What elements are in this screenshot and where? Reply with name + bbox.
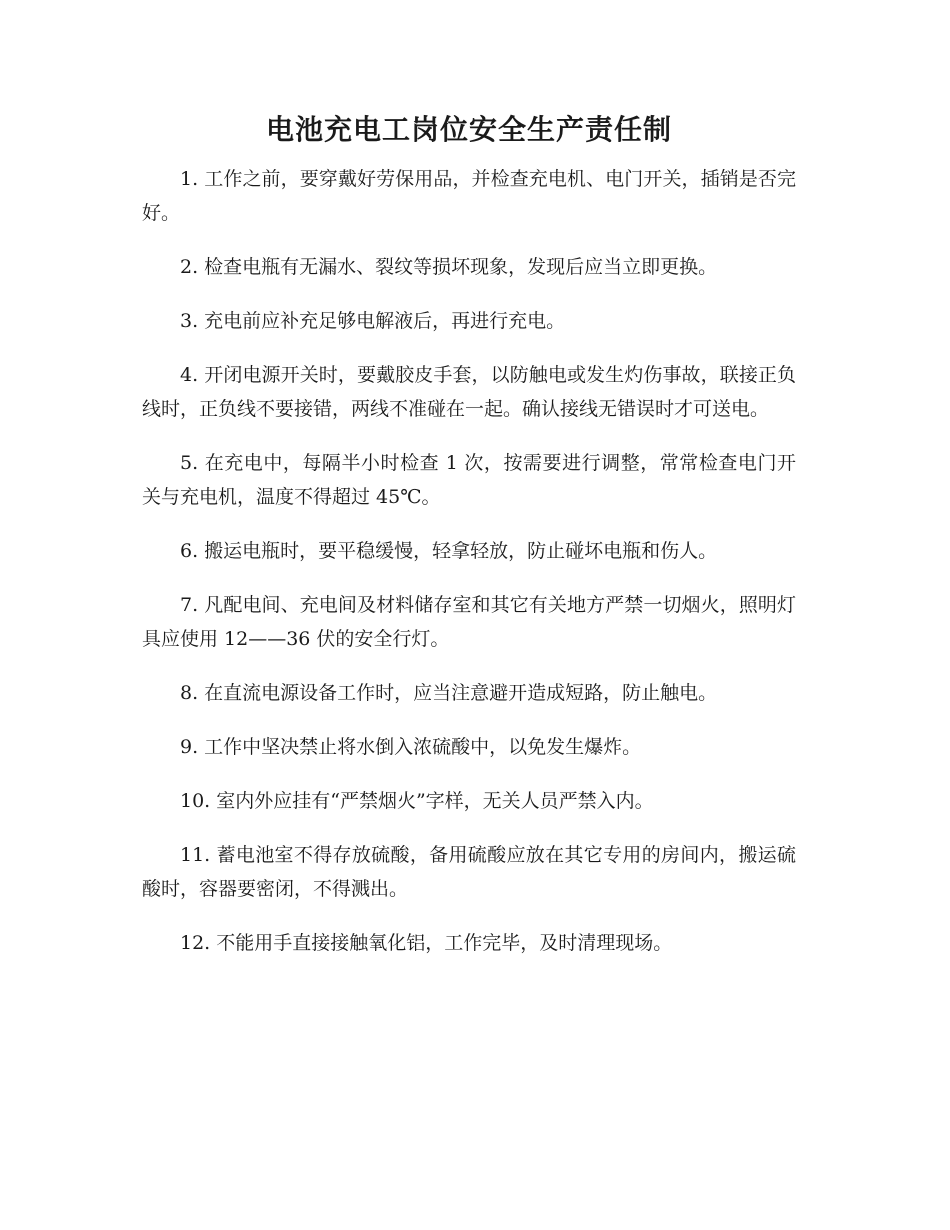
- regulation-item-8: 8. 在直流电源设备工作时，应当注意避开造成短路，防止触电。: [180, 682, 718, 704]
- regulation-list: [142, 162, 796, 960]
- document-page: [142, 104, 796, 980]
- regulation-item-1: 1. 工作之前，要穿戴好劳保用品，并检查充电机、电门开关，插销是否完好。: [142, 168, 796, 224]
- regulation-item-6: 6. 搬运电瓶时，要平稳缓慢，轻拿轻放，防止碰坏电瓶和伤人。: [180, 540, 718, 562]
- document-title: 电池充电工岗位安全生产责任制: [265, 113, 672, 146]
- regulation-item-2: 2. 检查电瓶有无漏水、裂纹等损坏现象，发现后应当立即更换。: [180, 256, 718, 278]
- regulation-item-3: 3. 充电前应补充足够电解液后，再进行充电。: [180, 310, 566, 332]
- regulation-item-5: 5. 在充电中，每隔半小时检查 1 次，按需要进行调整，常常检查电门开关与充电机，温度不得超过 45℃。: [142, 452, 796, 508]
- regulation-item-11: 11. 蓄电池室不得存放硫酸，备用硫酸应放在其它专用的房间内，搬运硫酸时，容器要密闭，不得溅出。: [142, 844, 796, 900]
- regulation-item-12: 12. 不能用手直接接触氧化铝，工作完毕，及时清理现场。: [180, 932, 673, 954]
- regulation-item-9: 9. 工作中坚决禁止将水倒入浓硫酸中，以免发生爆炸。: [180, 736, 642, 758]
- regulation-item-7: 7. 凡配电间、充电间及材料储存室和其它有关地方严禁一切烟火，照明灯具应使用 12——36 伏的安全行灯。: [142, 594, 796, 650]
- regulation-item-4: 4. 开闭电源开关时，要戴胶皮手套，以防触电或发生灼伤事故，联接正负线时，正负线不要接错，两线不准碰在一起。确认接线无错误时才可送电。: [142, 364, 796, 420]
- regulation-item-10: 10. 室内外应挂有“严禁烟火”字样，无关人员严禁入内。: [180, 790, 654, 812]
